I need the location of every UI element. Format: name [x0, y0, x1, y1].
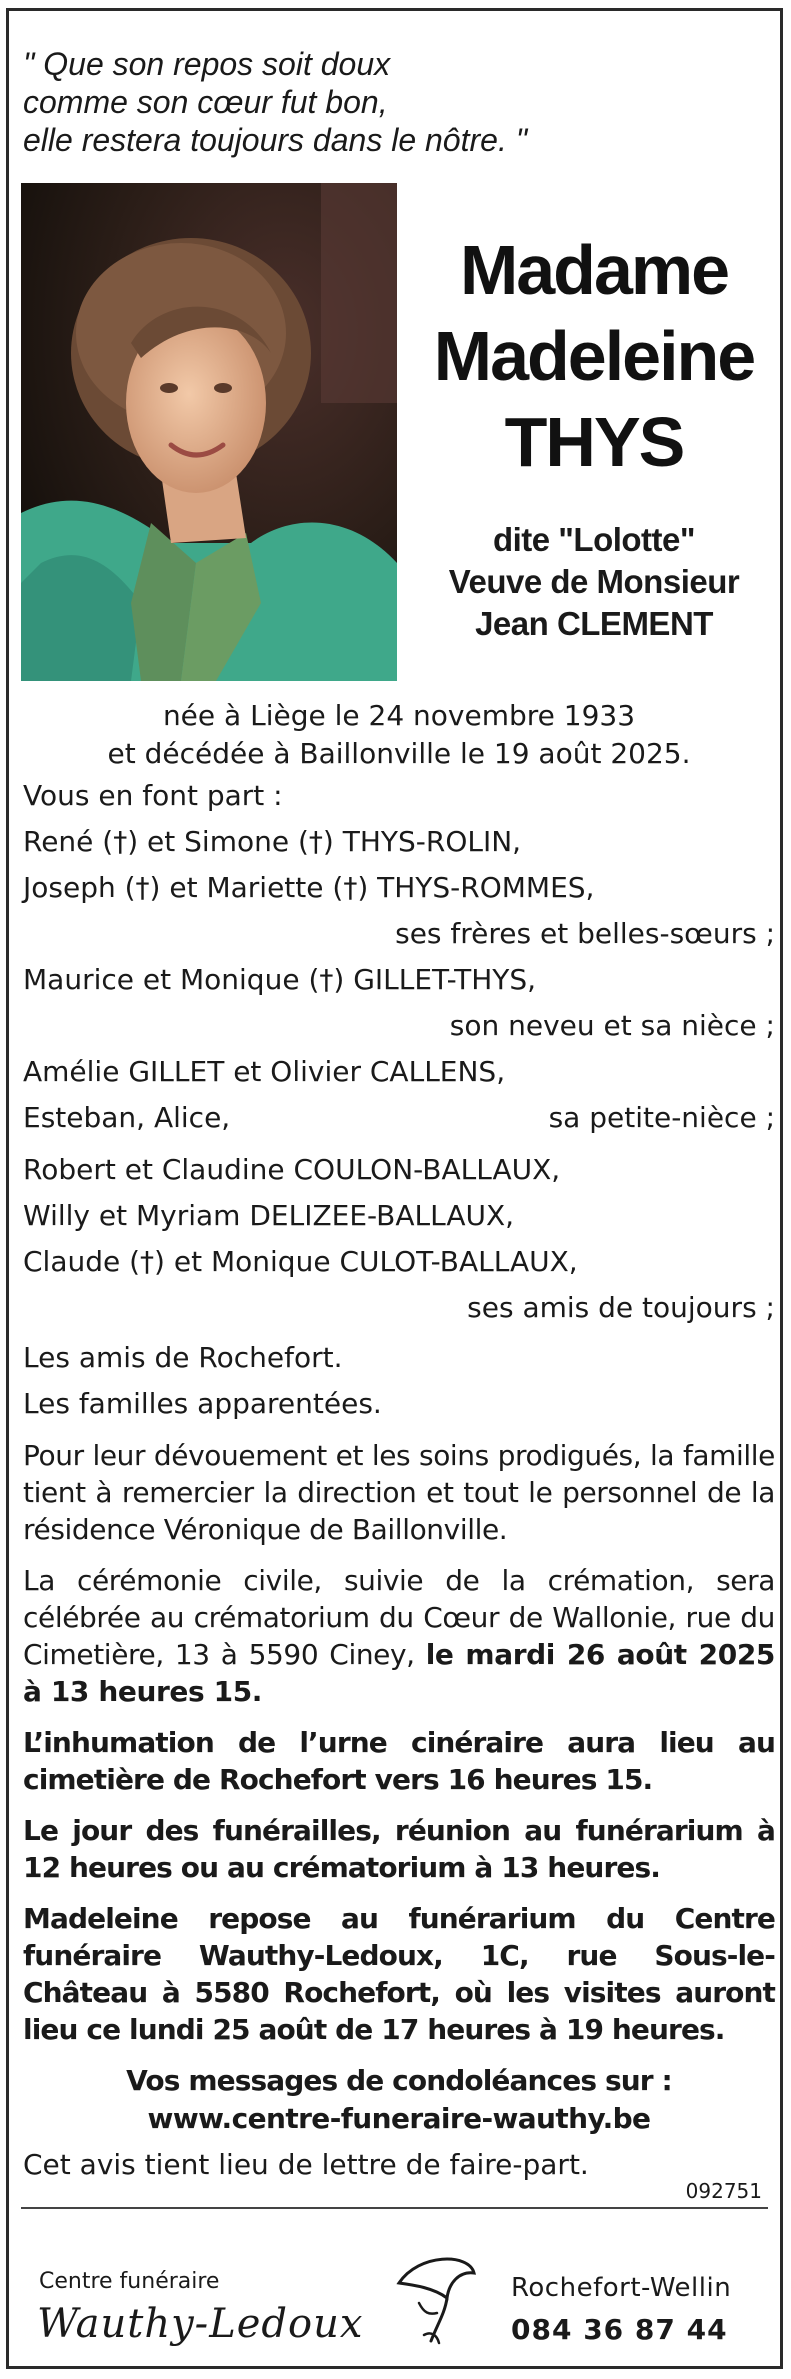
first-name: Madeleine: [433, 317, 755, 395]
condolences-label: Vos messages de condoléances sur :: [126, 2064, 672, 2097]
portrait-photo: [21, 183, 397, 681]
portrait-illustration: [21, 183, 397, 681]
family-line: Amélie GILLET et Olivier CALLENS,: [23, 1055, 506, 1088]
ceremony-paragraph: [23, 1562, 775, 1710]
name-title: Madame: [459, 231, 729, 309]
family-role: sa petite-nièce ;: [548, 1101, 775, 1134]
phone-number: 084 36 87 44: [511, 2313, 728, 2346]
nickname: dite "Lolotte": [492, 521, 696, 558]
family-line: René (†) et Simone (†) THYS-ROLIN,: [23, 825, 522, 858]
ceremony-date: le mardi 26 août 2025 à 13 heures 15.: [23, 1638, 775, 1708]
brand-name: Wauthy-Ledoux: [37, 2301, 364, 2347]
meeting-paragraph: Le jour des funérailles, réunion au funérarium à 12 heures ou au crématorium à 13 heures.: [23, 1814, 775, 1884]
family-line: Claude (†) et Monique CULOT-BALLAUX,: [23, 1245, 578, 1278]
visits-paragraph: Madeleine repose au funérarium du Centre funéraire Wauthy-Ledoux, 1C, rue Sous-le-Château à 5580 Rochefort, où les visites auront lieu ce lundi 25 août de 17 heures à 19 heures.: [23, 1902, 775, 2046]
family-line: Robert et Claudine COULON-BALLAUX,: [23, 1153, 561, 1186]
deceased-details: [409, 519, 779, 645]
calla-lily-icon: [379, 2243, 489, 2353]
notice-body: [23, 697, 775, 2184]
inhumation-paragraph: L’inhumation de l’urne cinéraire aura lieu au cimetière de Rochefort vers 16 heures 15.: [23, 1726, 775, 1796]
birth-line: née à Liège le 24 novembre 1933: [162, 699, 636, 732]
family-line: Maurice et Monique (†) GILLET-THYS,: [23, 963, 537, 996]
family-line: Les amis de Rochefort.: [23, 1341, 343, 1374]
family-line: Les familles apparentées.: [23, 1387, 382, 1420]
quote-line: " Que son repos soit doux: [23, 46, 391, 82]
family-role: son neveu et sa nièce ;: [449, 1009, 775, 1042]
thanks-paragraph: Pour leur dévouement et les soins prodigués, la famille tient à remercier la direction et tout le personnel de la résidence Véronique de Baillonville.: [23, 1439, 775, 1546]
family-role: ses amis de toujours ;: [467, 1291, 775, 1324]
reference-number: 092751: [685, 2179, 762, 2203]
footer-divider: [21, 2207, 768, 2209]
spouse-name: Jean CLEMENT: [475, 605, 713, 642]
family-role: ses frères et belles-sœurs ;: [395, 917, 775, 950]
closing-line: Cet avis tient lieu de lettre de faire-part.: [23, 2148, 589, 2181]
family-line: Joseph (†) et Mariette (†) THYS-ROMMES,: [23, 871, 595, 904]
quote-line: elle restera toujours dans le nôtre. ": [23, 122, 528, 158]
brand-subtitle: Centre funéraire: [39, 2269, 220, 2294]
location: Rochefort-Wellin: [511, 2273, 732, 2303]
family-row: [23, 1099, 775, 1137]
death-line: et décédée à Baillonville le 19 août 2025.: [107, 737, 691, 770]
condolences-link[interactable]: www.centre-funeraire-wauthy.be: [147, 2102, 651, 2135]
ceremony-text: La cérémonie civile, suivie de la crémation, sera célébrée au crématorium du Cœur de Wallonie, rue du Cimetière, 13 à 5590 Ciney,: [23, 1564, 775, 1671]
family-line: Willy et Myriam DELIZEE-BALLAUX,: [23, 1199, 515, 1232]
obituary-notice: [6, 8, 783, 2369]
quote: [23, 45, 643, 159]
family-line: Esteban, Alice,: [23, 1101, 231, 1134]
intro-line: Vous en font part :: [23, 779, 283, 812]
spouse-line: Veuve de Monsieur: [448, 563, 740, 600]
last-name: THYS: [504, 403, 684, 481]
deceased-name: [409, 227, 779, 485]
quote-line: comme son cœur fut bon,: [23, 84, 388, 120]
